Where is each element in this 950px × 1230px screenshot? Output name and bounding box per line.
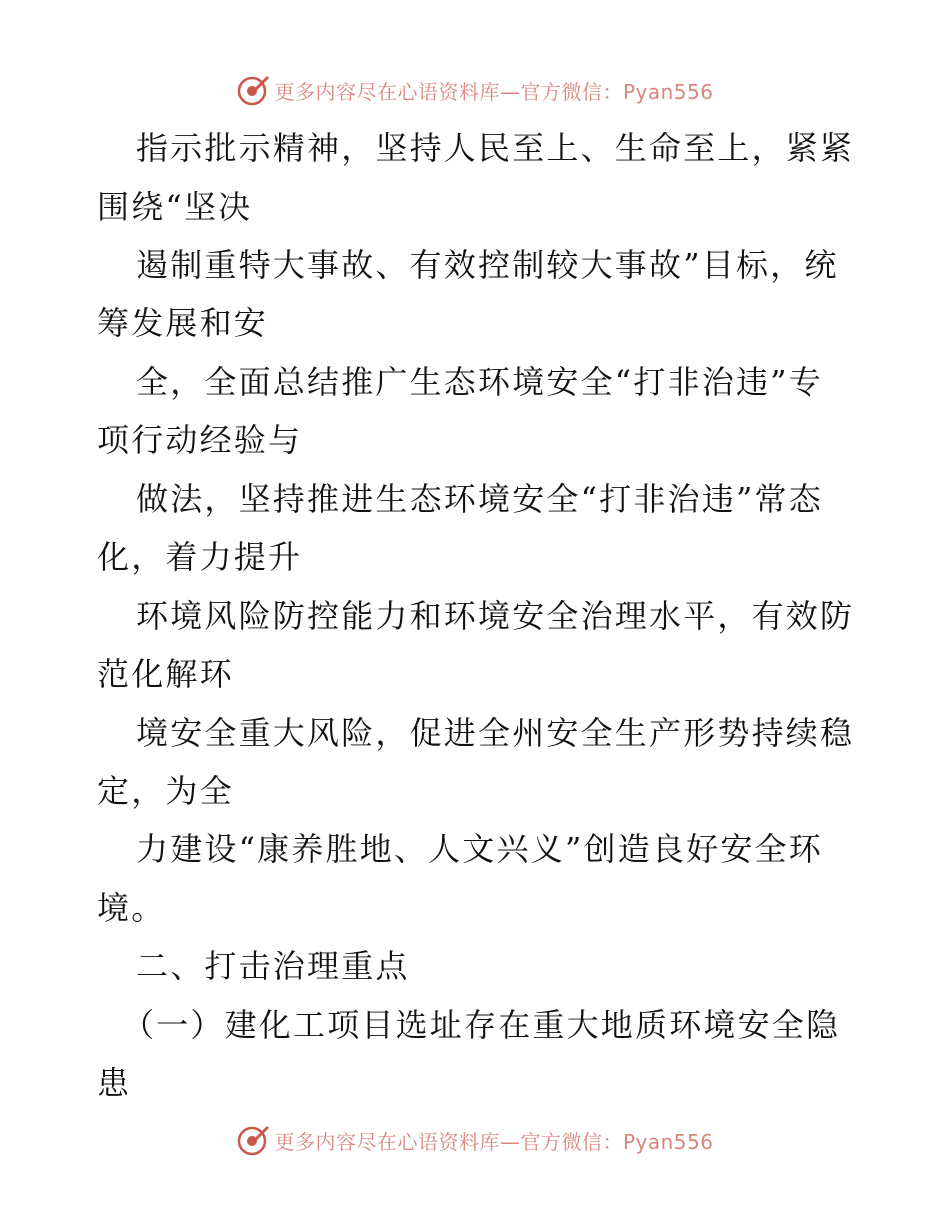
paragraph-line: 筹发展和安	[97, 304, 269, 342]
pen-logo-icon	[236, 1123, 270, 1157]
paragraph-line: 患	[97, 1064, 132, 1102]
paragraph-line: 化，着力提升	[97, 538, 303, 576]
paragraph-line: 指示批示精神，坚持人民至上、生命至上，紧紧	[136, 129, 855, 167]
pen-logo-icon	[236, 73, 270, 107]
paragraph-line: 力建设“康养胜地、人文兴义”创造良好安全环	[136, 830, 823, 868]
paragraph-line: 项行动经验与	[97, 421, 303, 459]
paragraph-line: 境安全重大风险，促进全州安全生产形势持续稳	[136, 714, 855, 752]
watermark-text: 更多内容尽在心语资料库—官方微信：Pyan556	[274, 79, 714, 104]
paragraph-line: 遏制重特大事故、有效控制较大事故”目标，统	[136, 246, 839, 284]
paragraph-line: 境。	[97, 889, 166, 927]
paragraph-line: 全，全面总结推广生态环境安全“打非治违”专	[136, 363, 823, 401]
watermark-text: 更多内容尽在心语资料库—官方微信：Pyan556	[274, 1129, 714, 1154]
section-heading: 二、打击治理重点	[136, 947, 410, 985]
subsection-heading: （一）建化工项目选址存在重大地质环境安全隐	[122, 1006, 841, 1044]
paragraph-line: 围绕“坚决	[97, 188, 253, 226]
footer-watermark	[0, 1120, 950, 1160]
paragraph-line: 定，为全	[97, 772, 234, 810]
header-watermark	[0, 70, 950, 110]
paragraph-line: 范化解环	[97, 655, 234, 693]
paragraph-line: 做法，坚持推进生态环境安全“打非治违”常态	[136, 480, 823, 518]
paragraph-line: 环境风险防控能力和环境安全治理水平，有效防	[136, 597, 855, 635]
